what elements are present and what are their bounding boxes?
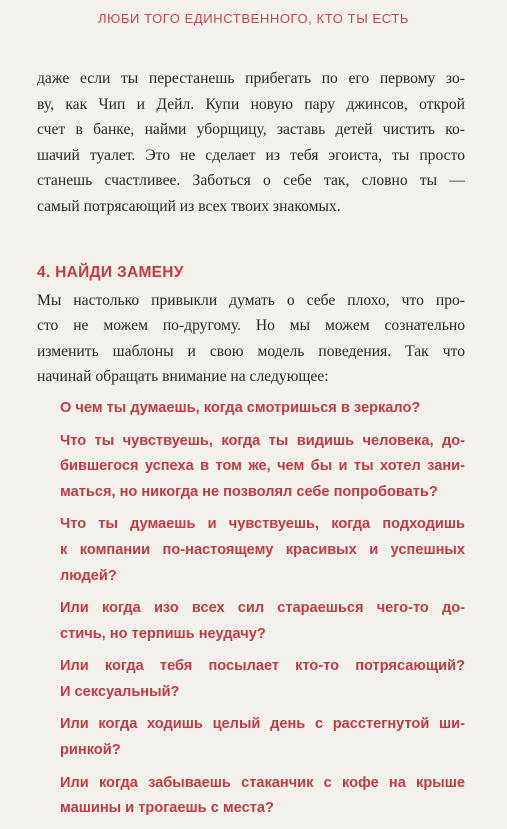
- paragraph-2: [37, 288, 465, 390]
- question-line: бившегося успеха в том же, чем бы и ты хотел зани-: [60, 458, 465, 475]
- paragraph-1: [37, 66, 465, 220]
- text-line: даже если ты перестанешь прибегать по его первому зо-: [37, 70, 465, 87]
- text-line: сто не можем по-другому. Но мы можем сознательно: [37, 317, 465, 335]
- page-body: [37, 66, 465, 829]
- text-line: самый потрясающий из всех твоих знакомых.: [37, 197, 341, 215]
- running-head: ЛЮБИ ТОГО ЕДИНСТВЕННОГО, КТО ТЫ ЕСТЬ: [97, 11, 410, 26]
- question-line: Или когда изо всех сил стараешься чего-то до-: [60, 600, 465, 617]
- text-line: начинай обращать внимание на следующее:: [37, 368, 329, 386]
- question-line: Или когда тебя посылает кто-то потрясающий?: [60, 658, 465, 675]
- question-line: Что ты чувствуешь, когда ты видишь человека, до-: [60, 432, 465, 449]
- text-line: счет в банке, найми уборщицу, заставь детей чистить ко-: [37, 121, 465, 139]
- question-line: ринкой?: [60, 742, 121, 759]
- question-line: И сексуальный?: [60, 683, 180, 700]
- question-item: [60, 512, 465, 589]
- question-item: [60, 654, 465, 705]
- question-line: маться, но никогда не позволял себе попробовать?: [60, 483, 438, 500]
- question-line: Или когда ходишь целый день с расстегнутой ши-: [60, 716, 465, 733]
- text-line: станешь счастливее. Заботься о себе так, словно ты —: [37, 172, 465, 190]
- text-line: шачий туалет. Это не сделает из тебя эгоиста, ты просто: [37, 146, 465, 164]
- question-item: [60, 429, 465, 506]
- question-item: [60, 712, 465, 763]
- text-line: изменить шаблоны и свою модель поведения. Так что: [37, 342, 465, 360]
- text-line: ву, как Чип и Дейл. Купи новую пару джинсов, открой: [37, 95, 465, 113]
- question-line: Или когда забываешь стаканчик с кофе на крыше: [60, 774, 465, 791]
- text-line: Мы настолько привыкли думать о себе плохо, что про-: [37, 291, 465, 309]
- question-line: стичь, но терпишь неудачу?: [60, 625, 266, 642]
- question-line: О чем ты думаешь, когда смотришься в зеркало?: [60, 399, 421, 416]
- question-line: людей?: [60, 567, 117, 584]
- section-heading: 4. НАЙДИ ЗАМЕНУ: [37, 263, 184, 281]
- question-item: [60, 396, 465, 422]
- question-line: Что ты думаешь и чувствуешь, когда подходишь: [60, 516, 465, 533]
- question-item: [60, 771, 465, 822]
- question-item: [60, 596, 465, 647]
- question-line: машины и трогаешь с места?: [60, 800, 274, 817]
- question-list: [37, 396, 465, 822]
- question-line: к компании по-настоящему красивых и успешных: [60, 541, 465, 558]
